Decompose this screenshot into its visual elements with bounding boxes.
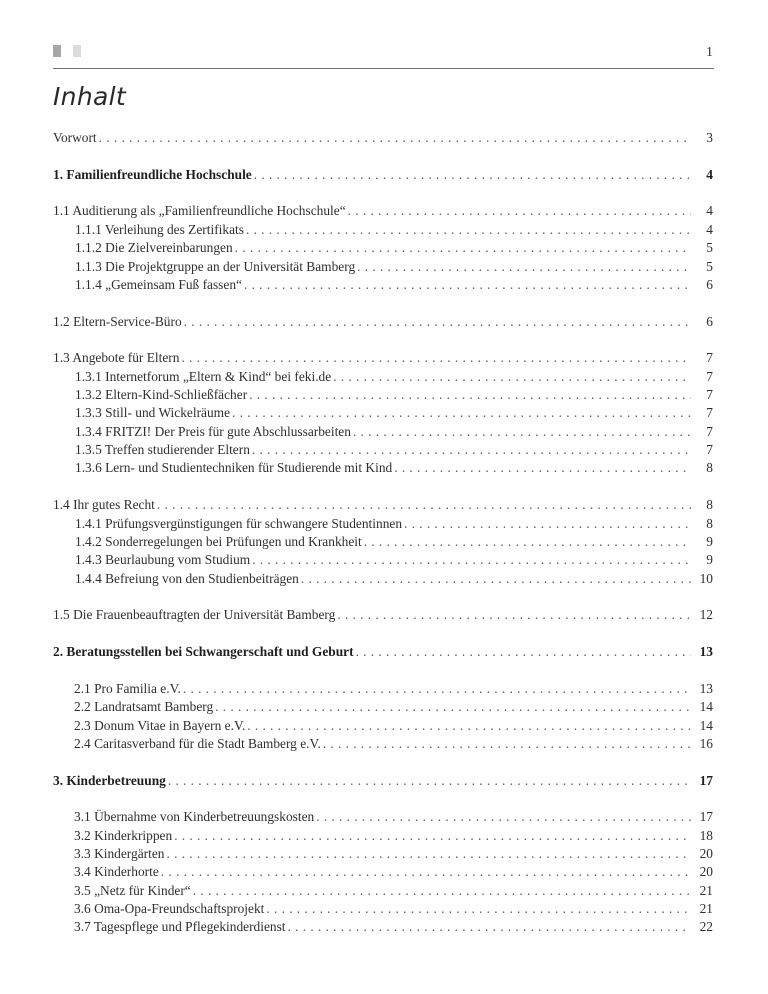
toc-entry-page: 16 xyxy=(699,735,713,751)
toc-entry-label: 1.3.5 Treffen studierender Eltern xyxy=(75,441,252,459)
toc-entry[interactable] xyxy=(53,827,713,845)
toc-dot-leader xyxy=(254,166,691,184)
toc-dot-leader xyxy=(249,386,691,404)
toc-entry-label: 3.7 Tagespflege und Pflegekinderdienst xyxy=(74,918,288,936)
toc-dot-leader xyxy=(215,698,691,716)
toc-dot-leader xyxy=(193,882,691,900)
toc-entry-label: 2. Beratungsstellen bei Schwangerschaft und Geburt xyxy=(53,643,356,661)
toc-entry[interactable] xyxy=(53,202,713,220)
toc-entry[interactable] xyxy=(53,570,713,588)
toc-entry-page: 18 xyxy=(699,827,713,843)
toc-entry[interactable] xyxy=(53,441,713,459)
toc-entry-label: 1.3 Angebote für Eltern xyxy=(53,349,181,367)
toc-entry-page: 17 xyxy=(699,772,713,788)
toc-entry-page: 8 xyxy=(706,515,713,531)
toc-entry[interactable] xyxy=(53,459,713,477)
toc-entry[interactable] xyxy=(53,239,713,257)
toc-entry-page: 9 xyxy=(706,533,713,549)
toc-entry-page: 6 xyxy=(706,276,713,292)
toc-entry[interactable] xyxy=(53,772,713,790)
toc-entry[interactable] xyxy=(53,533,713,551)
toc-entry-label: 1.1.2 Die Zielvereinbarungen xyxy=(75,239,235,257)
toc-entry[interactable] xyxy=(53,496,713,514)
toc-dot-leader xyxy=(394,459,691,477)
toc-entry-label: 1.4.3 Beurlaubung vom Studium xyxy=(75,551,252,569)
toc-entry[interactable] xyxy=(53,313,713,331)
toc-dot-leader xyxy=(404,515,691,533)
toc-entry-label: 1.1.3 Die Projektgruppe an der Universität Bamberg xyxy=(75,258,357,276)
toc-dot-leader xyxy=(174,827,691,845)
toc-entry-page: 4 xyxy=(706,166,713,182)
toc-entry-label: 1.3.6 Lern- und Studientechniken für Studierende mit Kind xyxy=(75,459,394,477)
toc-entry[interactable] xyxy=(53,221,713,239)
toc-entry[interactable] xyxy=(53,349,713,367)
toc-entry-label: 1.3.1 Internetforum „Eltern & Kind“ bei feki.de xyxy=(75,368,333,386)
header-rule xyxy=(53,68,714,69)
toc-entry[interactable] xyxy=(53,863,713,881)
toc-dot-leader xyxy=(333,368,691,386)
toc-dot-leader xyxy=(161,863,691,881)
toc-dot-leader xyxy=(247,717,691,735)
toc-entry-page: 22 xyxy=(699,919,713,935)
toc-entry-label: 2.3 Donum Vitae in Bayern e.V. xyxy=(74,717,247,735)
page-number: 1 xyxy=(706,45,713,60)
toc-dot-leader xyxy=(183,680,691,698)
toc-entry[interactable] xyxy=(53,808,713,826)
toc-entry[interactable] xyxy=(53,551,713,569)
toc-entry-label: 3.2 Kinderkrippen xyxy=(74,827,174,845)
toc-entry-page: 20 xyxy=(699,846,713,862)
table-of-contents xyxy=(53,129,713,937)
toc-entry-page: 7 xyxy=(706,423,713,439)
toc-dot-leader xyxy=(288,918,691,936)
toc-dot-leader xyxy=(364,533,691,551)
toc-entry-label: 3.4 Kinderhorte xyxy=(74,863,161,881)
toc-entry-page: 12 xyxy=(699,607,713,623)
toc-dot-leader xyxy=(246,221,691,239)
toc-entry-page: 4 xyxy=(706,203,713,219)
toc-entry[interactable] xyxy=(53,404,713,422)
toc-entry-label: 1.1.4 „Gemeinsam Fuß fassen“ xyxy=(75,276,244,294)
toc-entry[interactable] xyxy=(53,882,713,900)
toc-entry[interactable] xyxy=(53,386,713,404)
toc-entry[interactable] xyxy=(53,515,713,533)
toc-entry-page: 14 xyxy=(699,699,713,715)
toc-dot-leader xyxy=(356,643,691,661)
toc-dot-leader xyxy=(323,735,691,753)
toc-entry[interactable] xyxy=(53,680,713,698)
header-square-dark xyxy=(53,45,61,57)
toc-dot-leader xyxy=(235,239,691,257)
toc-entry-page: 10 xyxy=(699,570,713,586)
toc-entry-page: 7 xyxy=(706,368,713,384)
toc-entry-page: 8 xyxy=(706,497,713,513)
toc-entry-label: 1.3.4 FRITZI! Der Preis für gute Abschlussarbeiten xyxy=(75,423,353,441)
toc-dot-leader xyxy=(348,202,691,220)
toc-dot-leader xyxy=(316,808,691,826)
toc-entry[interactable] xyxy=(53,423,713,441)
toc-dot-leader xyxy=(337,606,691,624)
toc-dot-leader xyxy=(252,551,691,569)
toc-entry[interactable] xyxy=(53,717,713,735)
toc-entry-page: 5 xyxy=(706,258,713,274)
toc-entry-page: 4 xyxy=(706,221,713,237)
toc-dot-leader xyxy=(244,276,691,294)
toc-entry-label: 1.3.3 Still- und Wickelräume xyxy=(75,404,232,422)
toc-entry-label: 1.4.1 Prüfungsvergünstigungen für schwangere Studentinnen xyxy=(75,515,404,533)
toc-dot-leader xyxy=(184,313,691,331)
toc-entry-label: 1.4.2 Sonderregelungen bei Prüfungen und Krankheit xyxy=(75,533,364,551)
toc-entry[interactable] xyxy=(53,698,713,716)
toc-entry[interactable] xyxy=(53,918,713,936)
toc-entry-page: 7 xyxy=(706,405,713,421)
toc-dot-leader xyxy=(266,900,691,918)
toc-entry-label: 1.1.1 Verleihung des Zertifikats xyxy=(75,221,246,239)
toc-entry[interactable] xyxy=(53,258,713,276)
toc-title: Inhalt xyxy=(53,82,126,111)
toc-entry-page: 14 xyxy=(699,717,713,733)
toc-entry[interactable] xyxy=(53,276,713,294)
toc-entry-label: 1.2 Eltern-Service-Büro xyxy=(53,313,184,331)
toc-entry-label: Vorwort xyxy=(53,129,99,147)
toc-entry-label: 1.4 Ihr gutes Recht xyxy=(53,496,157,514)
toc-dot-leader xyxy=(99,129,691,147)
toc-dot-leader xyxy=(181,349,691,367)
toc-dot-leader xyxy=(167,845,692,863)
toc-entry[interactable] xyxy=(53,643,713,661)
toc-entry-label: 2.2 Landratsamt Bamberg xyxy=(74,698,215,716)
toc-entry-label: 2.4 Caritasverband für die Stadt Bamberg e.V. xyxy=(74,735,323,753)
toc-entry-page: 17 xyxy=(699,809,713,825)
toc-entry-page: 20 xyxy=(699,864,713,880)
toc-entry-label: 1. Familienfreundliche Hochschule xyxy=(53,166,254,184)
header-square-light xyxy=(73,45,81,57)
toc-entry[interactable] xyxy=(53,129,713,147)
toc-entry-label: 3.5 „Netz für Kinder“ xyxy=(74,882,193,900)
toc-entry-page: 9 xyxy=(706,552,713,568)
toc-dot-leader xyxy=(301,570,691,588)
toc-entry-label: 1.5 Die Frauenbeauftragten der Universität Bamberg xyxy=(53,606,337,624)
toc-entry-page: 21 xyxy=(699,901,713,917)
toc-entry[interactable] xyxy=(53,368,713,386)
toc-entry-page: 7 xyxy=(706,442,713,458)
toc-entry-label: 3.6 Oma-Opa-Freundschaftsprojekt xyxy=(74,900,266,918)
toc-entry-label: 3.3 Kindergärten xyxy=(74,845,167,863)
toc-entry-page: 13 xyxy=(699,680,713,696)
toc-entry-label: 3.1 Übernahme von Kinderbetreuungskosten xyxy=(74,808,316,826)
toc-entry-label: 1.4.4 Befreiung von den Studienbeiträgen xyxy=(75,570,301,588)
toc-entry[interactable] xyxy=(53,166,713,184)
toc-entry-page: 7 xyxy=(706,387,713,403)
toc-entry-label: 2.1 Pro Familia e.V. xyxy=(74,680,183,698)
toc-dot-leader xyxy=(252,441,691,459)
toc-entry-page: 3 xyxy=(706,130,713,145)
toc-entry[interactable] xyxy=(53,900,713,918)
toc-entry[interactable] xyxy=(53,845,713,863)
toc-dot-leader xyxy=(168,772,691,790)
toc-entry-label: 1.1 Auditierung als „Familienfreundliche Hochschule“ xyxy=(53,202,348,220)
toc-dot-leader xyxy=(157,496,691,514)
toc-entry[interactable] xyxy=(53,735,713,753)
toc-entry-page: 6 xyxy=(706,313,713,329)
toc-entry-page: 21 xyxy=(699,882,713,898)
toc-entry-label: 1.3.2 Eltern-Kind-Schließfächer xyxy=(75,386,249,404)
toc-entry[interactable] xyxy=(53,606,713,624)
toc-dot-leader xyxy=(353,423,691,441)
toc-dot-leader xyxy=(357,258,691,276)
toc-entry-page: 13 xyxy=(699,644,713,660)
toc-entry-page: 5 xyxy=(706,240,713,256)
toc-entry-page: 8 xyxy=(706,460,713,476)
toc-entry-label: 3. Kinderbetreuung xyxy=(53,772,168,790)
toc-entry-page: 7 xyxy=(706,350,713,366)
toc-dot-leader xyxy=(232,404,691,422)
